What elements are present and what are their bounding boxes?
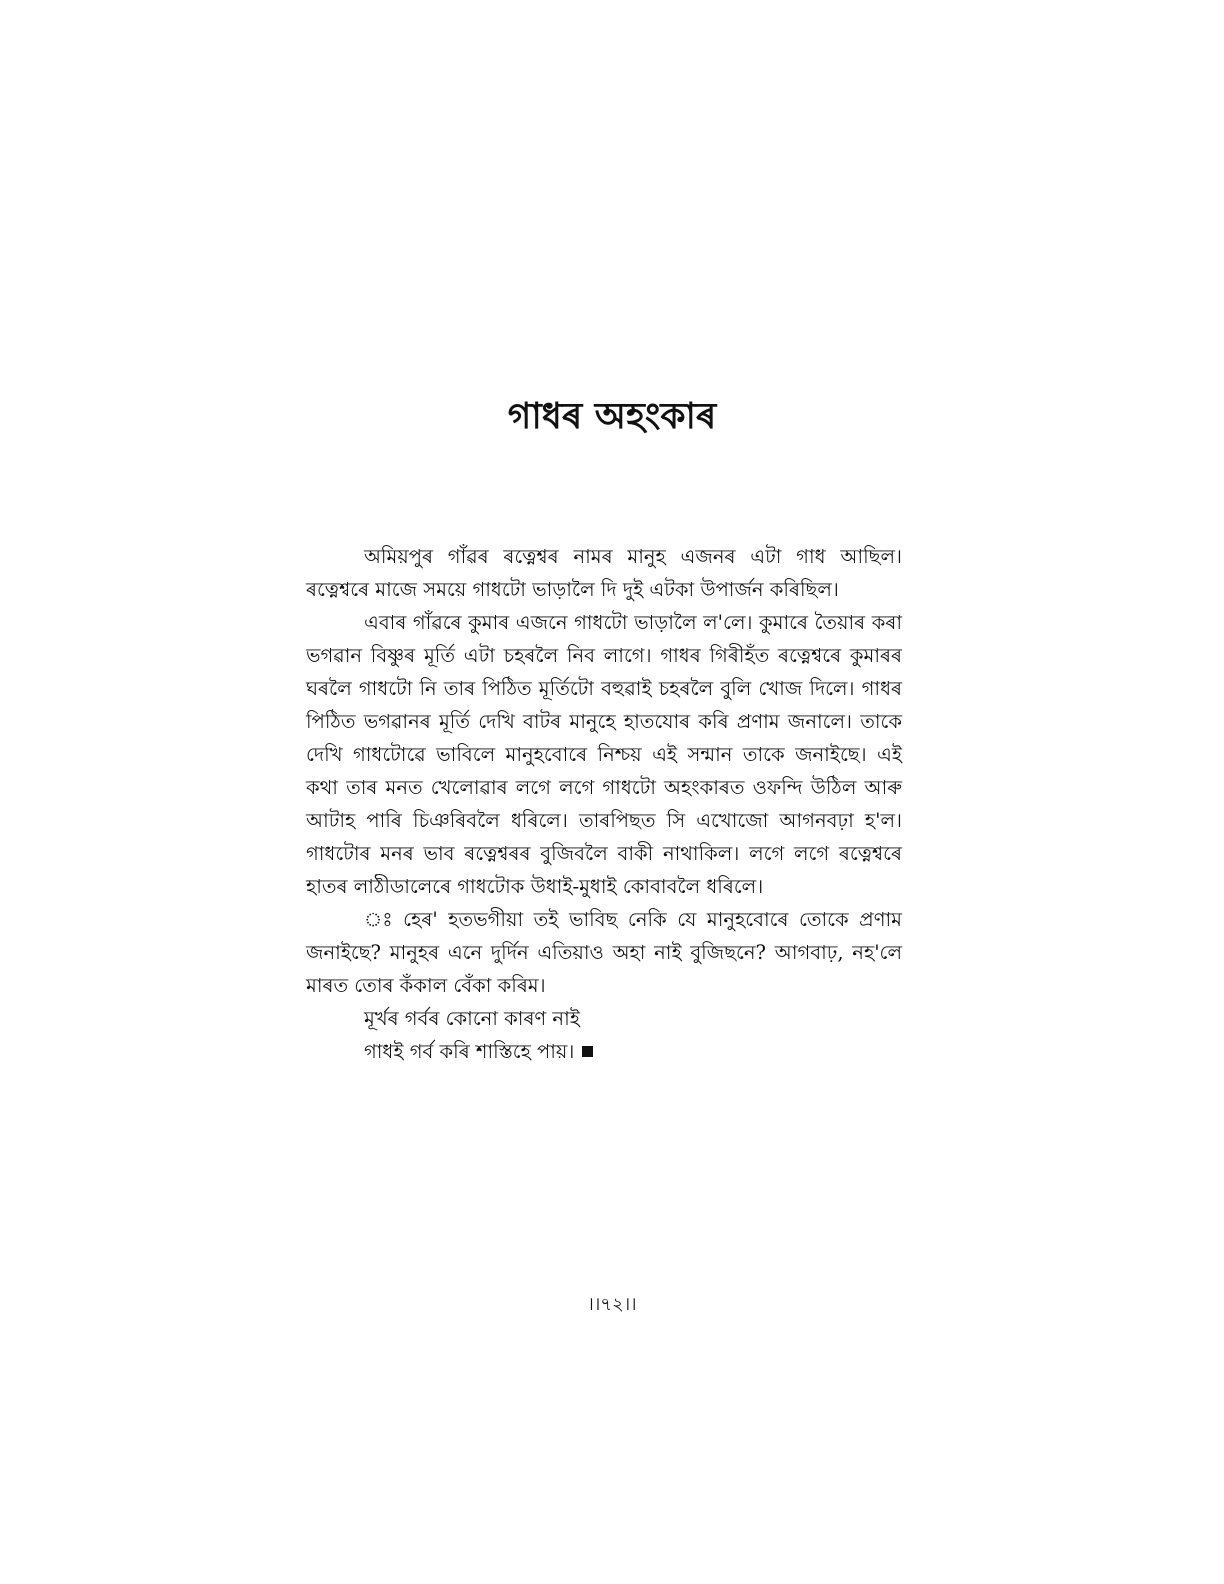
verse-line-2: [364, 1035, 902, 1068]
paragraph-2: এবাৰ গাঁৱৰে কুমাৰ এজনে গাধটো ভাড়ালৈ ল'লে। কুমাৰে তৈয়াৰ কৰা ভগৱান বিষ্ণুৰ মূৰ্তি এটা চহৰলৈ নিব লাগে। গাধৰ গিৰীহঁত ৰত্নেশ্বৰে কুমাৰৰ ঘৰলৈ গাধটো নি তাৰ পিঠিত মূৰ্তিটো বহুৱাই চহৰলৈ বুলি খোজ দিলে। গাধৰ পিঠিত ভগৱানৰ মূৰ্তি দেখি বাটৰ মানুহে হাতযোৰ কৰি প্ৰণাম জনালে। তাকে দেখি গাধটোৱে ভাবিলে মানুহবোৰে নিশ্চয় এই সন্মান তাকে জনাইছে। এই কথা তাৰ মনত খেলোৱাৰ লগে লগে গাধটো অহংকাৰত ওফন্দি উঠিল আৰু আটাহ পাৰি চিঞৰিবলৈ ধৰিলে। তাৰপিছত সি এখোজো আগনবঢ়া হ'ল। গাধটোৰ মনৰ ভাব ৰত্নেশ্বৰৰ বুজিবলৈ বাকী নাথাকিল। লগে লগে ৰত্নেশ্বৰে হাতৰ লাঠীডালেৰে গাধটোক উধাই-মুধাই কোবাবলৈ ধৰিলে।: [306, 611, 902, 898]
page-number: ।।৭২।।: [587, 1294, 637, 1315]
verse-line-1-text: মূৰ্খৰ গৰ্বৰ কোনো কাৰণ নাই: [364, 1007, 580, 1030]
verse-line-1: [364, 1002, 902, 1035]
story-body: [306, 540, 902, 1068]
moral-verse: [306, 1002, 902, 1068]
paragraph-3-dialogue: ঃ হেৰ' হতভগীয়া তই ভাবিছ নেকি যে মানুহবোৰে তোকে প্ৰণাম জনাইছে? মানুহৰ এনে দুৰ্দিন এতিয়াও অহা নাই বুজিছনে? আগবাঢ়, নহ'লে মাৰত তোৰ কঁকাল বেঁকা কৰিম।: [306, 908, 902, 997]
end-of-story-square-icon: [582, 1046, 593, 1057]
verse-line-2-text: গাধই গৰ্ব কৰি শাস্তিহে পায়।: [364, 1040, 575, 1063]
story-title: গাধৰ অহংকাৰ: [507, 395, 717, 437]
paragraph-1: অমিয়পুৰ গাঁৱৰ ৰত্নেশ্বৰ নামৰ মানুহ এজনৰ এটা গাধ আছিল। ৰত্নেশ্বৰে মাজে সময়ে গাধটো ভাড়ালৈ দি দুই এটকা উপাৰ্জন কৰিছিল।: [306, 545, 902, 601]
